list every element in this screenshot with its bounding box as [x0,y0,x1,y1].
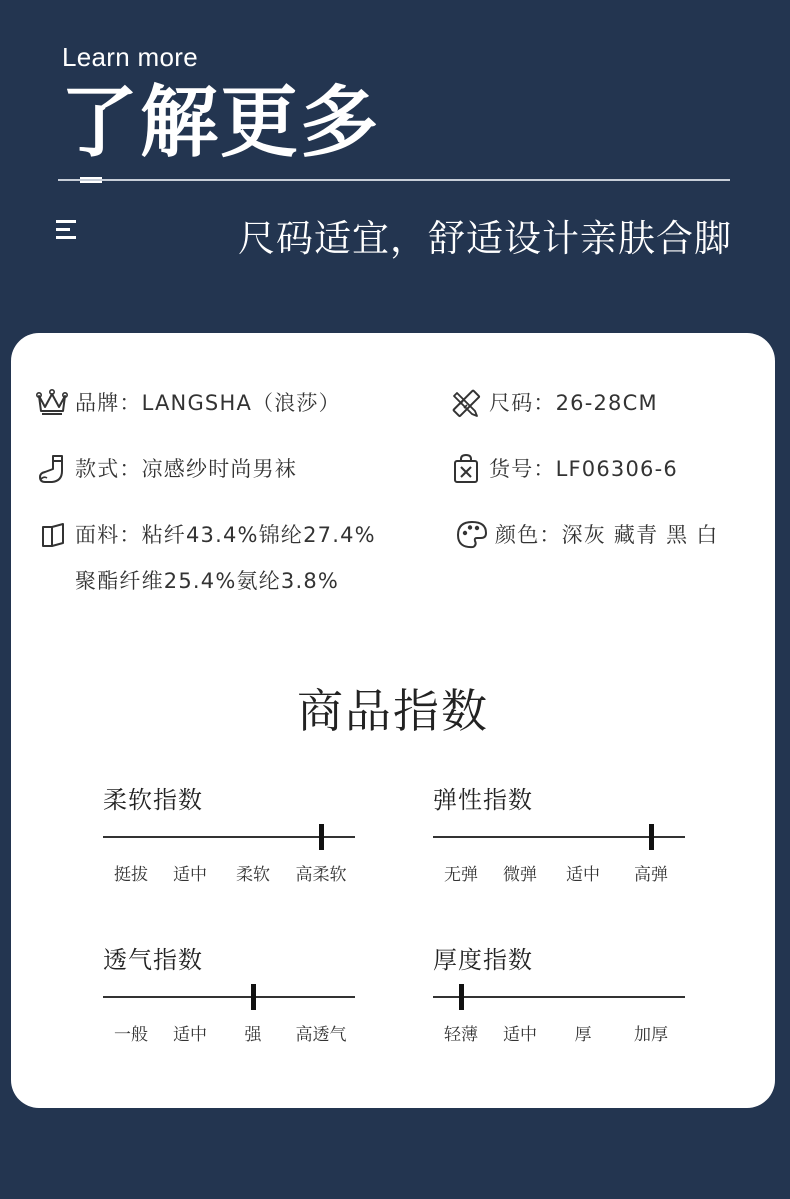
gauge-label: 柔软 [236,865,270,885]
gauge-label: 微弹 [503,865,537,885]
palette-icon [455,519,489,551]
slogan: 尺码适宜，舒适设计亲肤合脚 [238,217,732,260]
gauge-track [433,996,685,998]
learn-more-label: Learn more [62,42,198,72]
gauge-label: 挺拔 [114,865,148,885]
gauge-title: 透气指数 [103,946,203,974]
gauge-marker [459,984,464,1010]
index-gauge [433,940,685,1050]
gauge-marker [319,824,324,850]
gauge-marker [649,824,654,850]
spec-brand-text: 品牌：LANGSHA（浪莎） [75,391,341,415]
crown-icon [35,387,69,419]
gauge-label: 适中 [173,865,207,885]
gauge-title: 柔软指数 [103,786,203,814]
ruler-pencil-icon [449,387,483,419]
spec-style-text: 款式：凉感纱时尚男袜 [75,457,297,481]
gauge-label: 适中 [566,865,600,885]
gauge-title: 厚度指数 [433,946,533,974]
product-info-card [11,333,775,1108]
gauge-label: 高透气 [295,1025,347,1045]
index-gauge [103,940,355,1050]
gauge-label: 一般 [114,1025,148,1045]
book-icon [35,519,69,551]
gauge-title: 弹性指数 [433,786,533,814]
section-title: 商品指数 [297,684,489,738]
gauge-track [433,836,685,838]
gauge-label: 厚 [574,1025,592,1045]
spec-colors-text: 颜色：深灰 藏青 黑 白 [495,523,719,547]
shopping-bag-icon [449,453,483,485]
gauge-label: 高弹 [634,865,668,885]
gauge-label: 无弹 [444,865,478,885]
gauge-track [103,996,355,998]
sock-icon [35,453,69,485]
index-gauge [433,780,685,890]
menu-icon [56,220,76,242]
gauge-label: 适中 [173,1025,207,1045]
gauge-label: 加厚 [634,1025,668,1045]
gauge-label: 适中 [503,1025,537,1045]
spec-fabric-text-line1: 面料：粘纤43.4%锦纶27.4% [75,523,376,547]
header-divider [58,179,730,181]
spec-size-text: 尺码：26-28CM [489,391,658,415]
spec-fabric-text-line2: 聚酯纤维25.4%氨纶3.8% [75,569,340,593]
gauge-label: 高柔软 [295,865,347,885]
gauge-track [103,836,355,838]
index-gauge [103,780,355,890]
gauge-label: 轻薄 [444,1025,478,1045]
gauge-label: 强 [244,1025,262,1045]
spec-fabric-line2 [75,571,339,592]
spec-item-no-text: 货号：LF06306-6 [489,457,678,481]
page-title: 了解更多 [60,78,381,168]
gauge-marker [251,984,256,1010]
header-banner [0,0,790,330]
